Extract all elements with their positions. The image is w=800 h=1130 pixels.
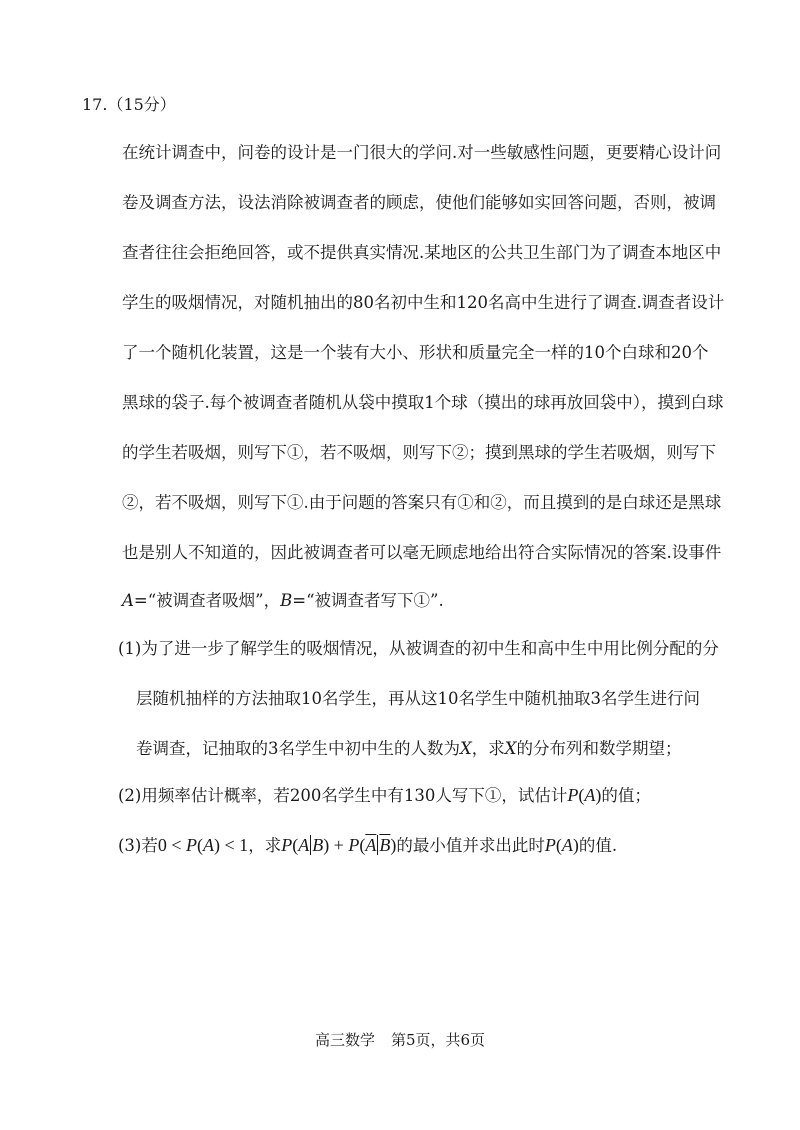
part3-math-pa: P(A) [544,835,579,855]
part3-prefix: (3)若 [118,836,158,855]
event-b-var: B [280,591,293,610]
part2-prefix: (2)用频率估计概率，若200名学生中有130人写下①，试估计 [118,786,568,805]
event-a-var: A [122,591,134,610]
part1-last-mid: ，求 [471,739,505,758]
var-x-1: X [460,739,472,758]
question-number: 17.（15分） [82,95,176,114]
intro-line-1: 在统计调查中，问卷的设计是一门很大的学问.对一些敏感性问题，更要精心设计问 [122,143,722,162]
intro-line-5: 了一个随机化装置，这是一个装有大小、形状和质量完全一样的10个白球和20个 [122,343,709,362]
part2-line [118,784,651,807]
part1-last-prefix: 卷调查，记抽取的3名学生中初中生的人数为 [136,739,460,758]
part3-expression: P(A $B) + P(\overline{A}$ $\overline{B}$) [281,835,397,855]
intro-line-3: 查者往往会拒绝回答，或不提供真实情况.某地区的公共卫生部门为了调查本地区中 [122,243,722,262]
part1-last-suffix: 的分布列和数学期望； [516,739,682,758]
intro-line-2: 卷及调查方法，设法消除被调查者的顾虑，使他们能够如实回答问题，否则，被调 [122,193,716,212]
part1-line-2: 层随机抽样的方法抽取10名学生，再从这10名学生中随机抽取3名学生进行问 [136,689,700,708]
event-b-text: =“被调查者写下①”. [292,591,444,610]
event-definition [122,590,444,612]
intro-line-6: 黑球的袋子.每个被调查者随机从袋中摸取1个球（摸出的球再放回袋中），摸到白球 [122,393,724,412]
intro-line-4: 学生的吸烟情况，对随机抽出的80名初中生和120名高中生进行了调查.调查者设计 [122,293,725,312]
part3-line [118,834,617,857]
event-a-text: =“被调查者吸烟”， [133,591,281,610]
part3-mid: ，求 [248,836,282,855]
part3-condition: 0 < P(A) < 1 [157,835,249,855]
part2-math-pa: P(A) [567,785,602,805]
intro-line-8: ②，若不吸烟，则写下①.由于问题的答案只有①和②，而且摸到的是白球还是黑球 [122,493,722,512]
page-footer [0,1030,800,1050]
intro-line-9: 也是别人不知道的，因此被调查者可以毫无顾虑地给出符合实际情况的答案.设事件 [122,543,722,562]
part2-suffix: 的值； [601,786,651,805]
var-x-2: X [504,739,517,758]
footer-subject: 高三数学 [314,1031,375,1049]
part1-line-1: (1)为了进一步了解学生的吸烟情况，从被调查的初中生和高中生中用比例分配的分 [118,639,719,658]
part3-mid2: 的最小值并求出此时 [396,836,545,855]
part1-line-3 [136,738,682,760]
intro-line-7: 的学生若吸烟，则写下①，若不吸烟，则写下②；摸到黑球的学生若吸烟，则写下 [122,443,716,462]
part3-suffix: 的值. [578,836,618,855]
footer-page: 第5页，共6页 [390,1031,486,1049]
